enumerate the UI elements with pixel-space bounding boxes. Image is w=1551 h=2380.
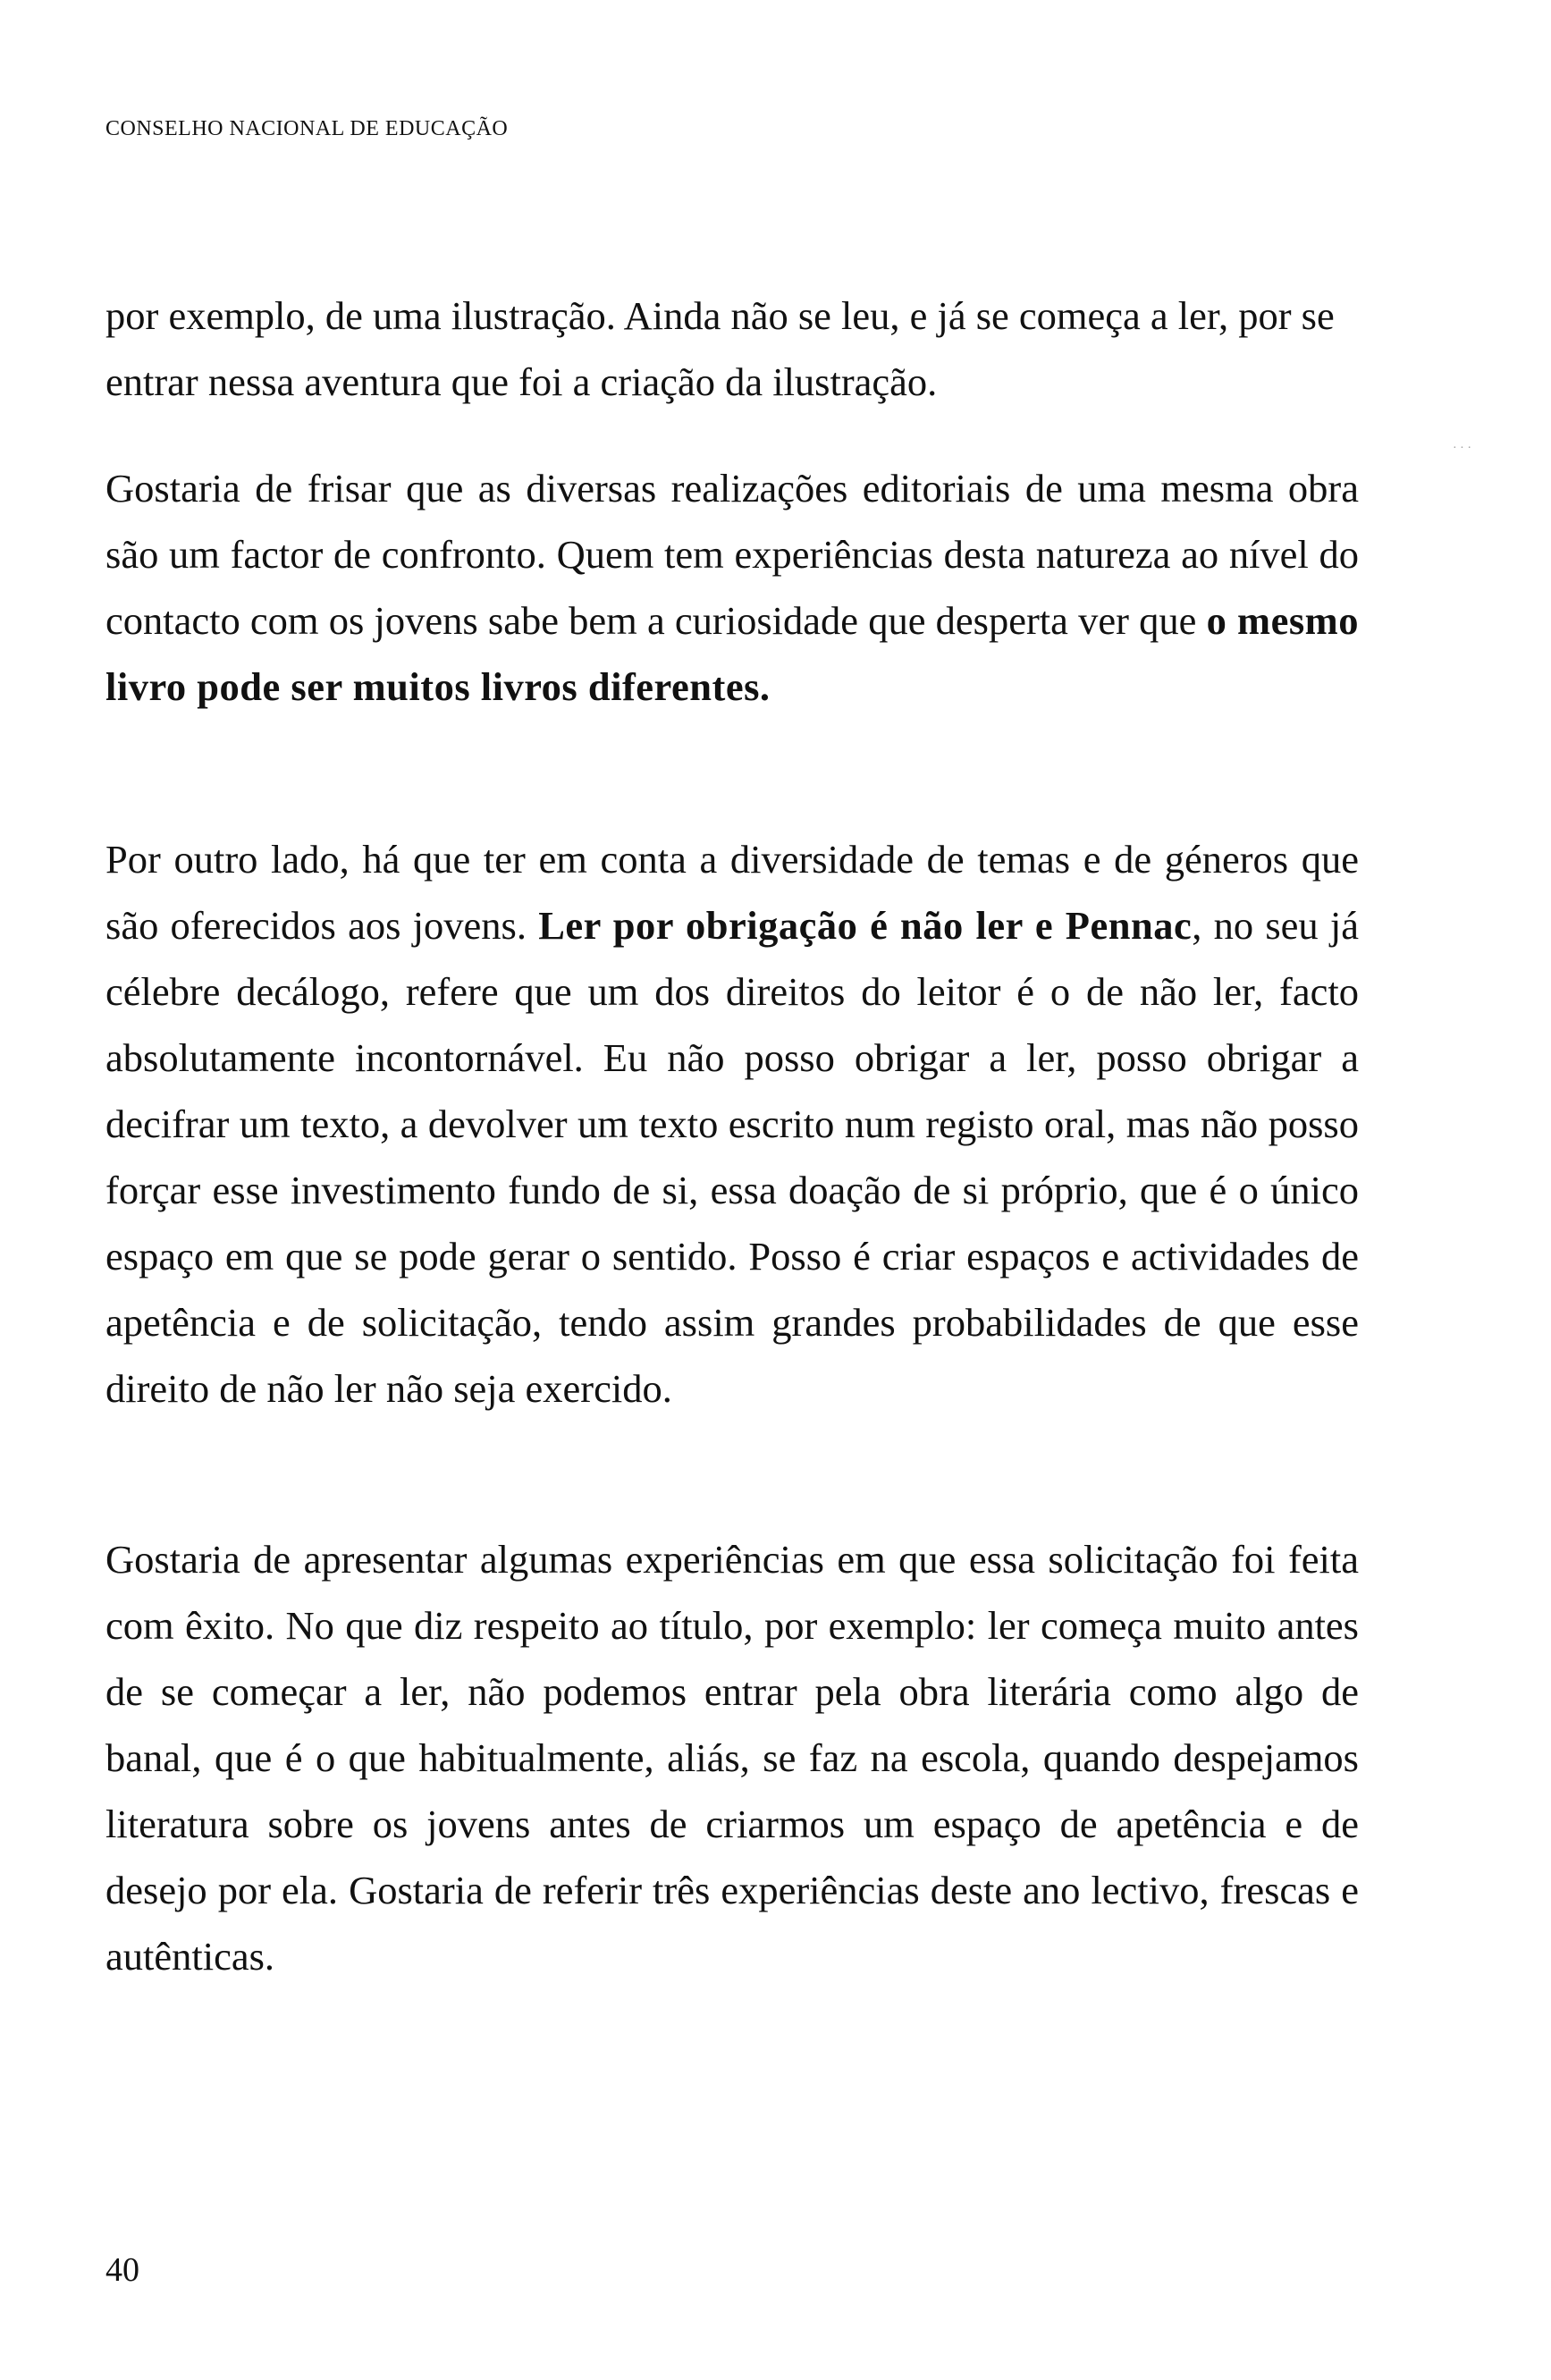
paragraph-1: [105, 283, 1359, 415]
paragraph-4: [105, 1526, 1359, 1989]
paragraph-3: [105, 826, 1359, 1422]
paragraph-3-emphasis: Ler por obrigação é não ler e Pennac: [538, 903, 1193, 948]
running-header: CONSELHO NACIONAL DE EDUCAÇÃO: [105, 117, 509, 140]
page-number: 40: [105, 2251, 139, 2289]
paragraph-2-text: Gostaria de frisar que as diversas realizações editoriais de uma mesma obra são um factor de confronto. Quem tem experiências desta natureza ao nível do contacto com os jovens sabe bem a curiosidade que desperta ver que: [105, 466, 1359, 643]
paragraph-3-text-end: , no seu já célebre decálogo, refere que um dos direitos do leitor é o de não ler, facto absolutamente incontornável. Eu não posso obrigar a ler, posso obrigar a decifrar um texto, a devolver um texto escrito num registo oral, mas não posso forçar esse investimento fundo de si, essa doação de si próprio, que é o único espaço em que se pode gerar o sentido. Posso é criar espaços e actividades de apetência e de solicitação, tendo assim grandes probabilidades de que esse direito de não ler não seja exercido.: [105, 903, 1359, 1411]
paragraph-2: [105, 455, 1359, 720]
paragraph-3-text-start: Por outro lado, há que ter em conta a diversidade de temas e de géneros que são oferecidos aos jovens.: [105, 837, 1359, 948]
paragraph-4-text: Gostaria de apresentar algumas experiências em que essa solicitação foi feita com êxito. No que diz respeito ao título, por exemplo: ler começa muito antes de se começar a ler, não podemos entrar pela obra literária como algo de banal, que é o que habitualmente, aliás, se faz na escola, quando despejamos literatura sobre os jovens antes de criarmos um espaço de apetência e de desejo por ela. Gostaria de referir três experiências deste ano lectivo, frescas e autênticas.: [105, 1537, 1359, 1979]
scan-speck-marks: · · ·: [1453, 442, 1471, 455]
paragraph-2-emphasis: o mesmo livro pode ser muitos livros diferentes.: [105, 598, 1359, 709]
paragraph-1-text: por exemplo, de uma ilustração. Ainda não se leu, e já se começa a ler, por se entrar nessa aventura que foi a criação da ilustração.: [105, 293, 1335, 404]
